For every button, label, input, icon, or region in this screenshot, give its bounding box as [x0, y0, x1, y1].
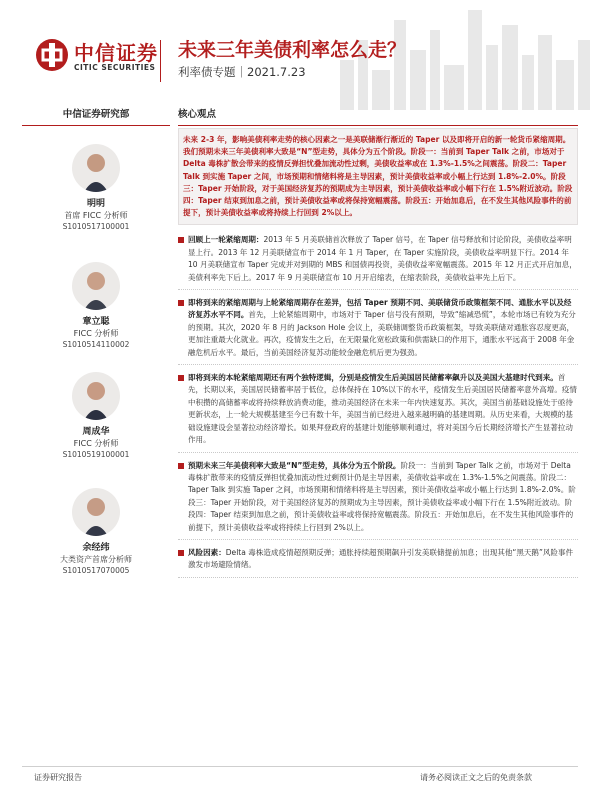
logo-chinese-text: 中信证券: [74, 41, 158, 65]
key-point: [178, 297, 578, 365]
point-lead: 即将到来的紧缩周期与上轮紧缩周期存在差异，包括 Taper 预期不同、美联储货币政策框架不同、通胀水平以及经济复苏水平不同。: [188, 298, 572, 320]
key-point: [178, 460, 578, 540]
point-lead: 风险因素：: [188, 547, 226, 557]
analyst-role: 首席 FICC 分析师: [64, 211, 128, 220]
point-lead: 即将到来的本轮紧缩周期还有两个独特逻辑，分别是疫情发生后美国居民储蓄率飙升以及美国大基建时代到来。: [188, 373, 558, 383]
summary-box: 未来 2-3 年，影响美债利率走势的核心因素之一是美联储渐行渐近的 Taper 以及即将开启的新一轮货币紧缩周期。我们预期未来三年美债利率大致是“N”型走势，具体分为五个阶段。阶段一：当前到 Taper Talk 之前，市场对于 Delta 毒株扩散会带来的疫情反弹担忧叠加流动性过剩，美债收益率或在 1.3%-1.5%之间震荡。阶段二：Taper Talk 到实施 Taper 之间，市场预期和情绪料将是主导因素，预计美债收益率或小幅上行达到 1.8%-2.0%。阶段三：Taper 开始阶段，对于美国经济复苏的预期成为主导因素，预计美债收益率或小幅下行在 1.5%附近波动。阶段四：Taper 结束到加息之前，预计美债收益率或将保持宽幅震荡。阶段五：开始加息后，在不发生其他风险事件的前提下，预计美债收益率或将持续上行回到 2%以上。: [178, 128, 578, 225]
bullet-square-icon: [178, 375, 184, 381]
analyst-name: 周成华: [82, 427, 110, 437]
avatar: [72, 488, 120, 536]
footer-disclaimer: 请务必阅读正文之后的免责条款: [420, 773, 532, 782]
analyst-role: FICC 分析师: [73, 329, 119, 338]
analyst-name: 明明: [86, 199, 105, 209]
analyst-card: [22, 144, 170, 232]
point-lead: 预期未来三年美债利率大致是“N”型走势，具体分为五个阶段。: [188, 460, 401, 470]
report-title: 未来三年美债利率怎么走？: [178, 39, 407, 61]
company-logo: [34, 35, 164, 83]
point-text: 阶段一：当前到 Taper Talk 之前，市场对于 Delta 毒株扩散带来的疫情反弹担忧叠加流动性过剩预计仍是主导因素，美债收益率或在 1.3%-1.5%之间震荡。阶段二：Taper Talk 到实施 Taper 之间，市场预期和情绪料将是主导因素，预计美债收益率或小幅上行达到 1.8%-2.0%。阶段三：Taper 开始阶段，对于美国经济复苏的预期成为主导因素，预计美债收益率或小幅下行在 1.5%附近波动。阶段四：Taper 结束到加息之前，预计美债收益率或将保持宽幅震荡。阶段五：开始加息后，在不发生其他风险事件的前提下，预计美债收益率或将持续上行回到 2%以上。: [188, 460, 576, 532]
bullet-square-icon: [178, 463, 184, 469]
avatar: [72, 144, 120, 192]
analyst-name: 余经纬: [82, 543, 110, 553]
avatar: [72, 372, 120, 420]
key-point: [178, 372, 578, 452]
footer-label: 证券研究报告: [34, 773, 82, 782]
header-divider: [160, 40, 161, 82]
analyst-role: FICC 分析师: [73, 439, 119, 448]
point-text: 首先，长期以来，美国居民储蓄率居于低位，总体保持在 10%以下的水平，疫情发生后美国居民储蓄率意外高增。疫情中积攒的高储蓄率或将持续释放消费动能，推动美国经济在未来一年内快速复苏。其次，美国当前基础设施处于亟待更新状态，上一轮大规模基建至今已有数十年，美国当前已经进入越来越明确的基建周期。从历史来看，大规模的基础设施建设会显著拉动经济增长。如果拜登政府的基建计划能够顺利通过，将对美国今后长期经济增长产生显著拉动作用。: [188, 373, 577, 445]
citic-logo-icon: [34, 37, 70, 73]
main-content: [178, 128, 578, 585]
sidebar-heading: 中信证券研究部: [22, 106, 170, 126]
analyst-card: [22, 372, 170, 460]
analyst-role: 大类资产首席分析师: [60, 555, 132, 564]
point-text: 2013 年 5 月美联储首次释放了 Taper 信号，在 Taper 信号释放和讨论阶段，美债收益率明显上行。2013 年 12 月美联储宣布于 2014 年 1 月 Taper，在 Taper 实施阶段，美债收益率明显下行。2014 年 10 月美联储宣布 Taper 完成并对到期的 MBS 和国债再投资，美债收益率宽幅震荡。2015 年 12 月正式开启加息，美债利率先下后上。2017 年 9 月美联储宣布 10 月开启缩表，在缩表阶段，美债收益率先上后下。: [188, 235, 577, 282]
analyst-id: S1010517070005: [62, 566, 130, 575]
analyst-id: S1010519100001: [62, 450, 130, 459]
point-text: Delta 毒株造成疫情超预期反弹；通胀持续超预期飙升引发美联储提前加息；出现其他“黑天鹅”风险事件激发市场避险情绪。: [188, 547, 574, 570]
analyst-card: [22, 488, 170, 576]
report-subtitle: 利率债专题｜2021.7.23: [178, 65, 306, 79]
bullet-square-icon: [178, 550, 184, 556]
analyst-name: 章立聪: [82, 317, 110, 327]
point-text: 首先，上轮紧缩周期中，市场对于 Taper 信号没有预期，导致“缩减恐慌”，本轮市场已有较为充分的预期。其次，2020 年 8 月的 Jackson Hole 会议上，美联储调整货币政策框架，导致美联储对通胀容忍度更高，更加注重最大化就业。再次，疫情发生之后，在无限量化宽松政策和供需缺口的作用下，通胀水平远高于 2008 年金融危机后水平。最后，当前美国经济复苏动能较金融危机后更为强劲。: [188, 310, 576, 357]
analyst-id: S1010517100001: [62, 222, 130, 231]
core-views-heading: 核心观点: [178, 106, 578, 126]
key-point: [178, 234, 578, 290]
footer-divider: [22, 766, 578, 767]
avatar: [72, 262, 120, 310]
analyst-id: S1010514110002: [62, 340, 130, 349]
key-point: [178, 547, 578, 578]
point-lead: 回顾上一轮紧缩周期：: [188, 235, 264, 245]
bullet-square-icon: [178, 300, 184, 306]
analyst-card: [22, 262, 170, 350]
logo-english-text: CITIC SECURITIES: [74, 63, 156, 72]
bullet-square-icon: [178, 237, 184, 243]
